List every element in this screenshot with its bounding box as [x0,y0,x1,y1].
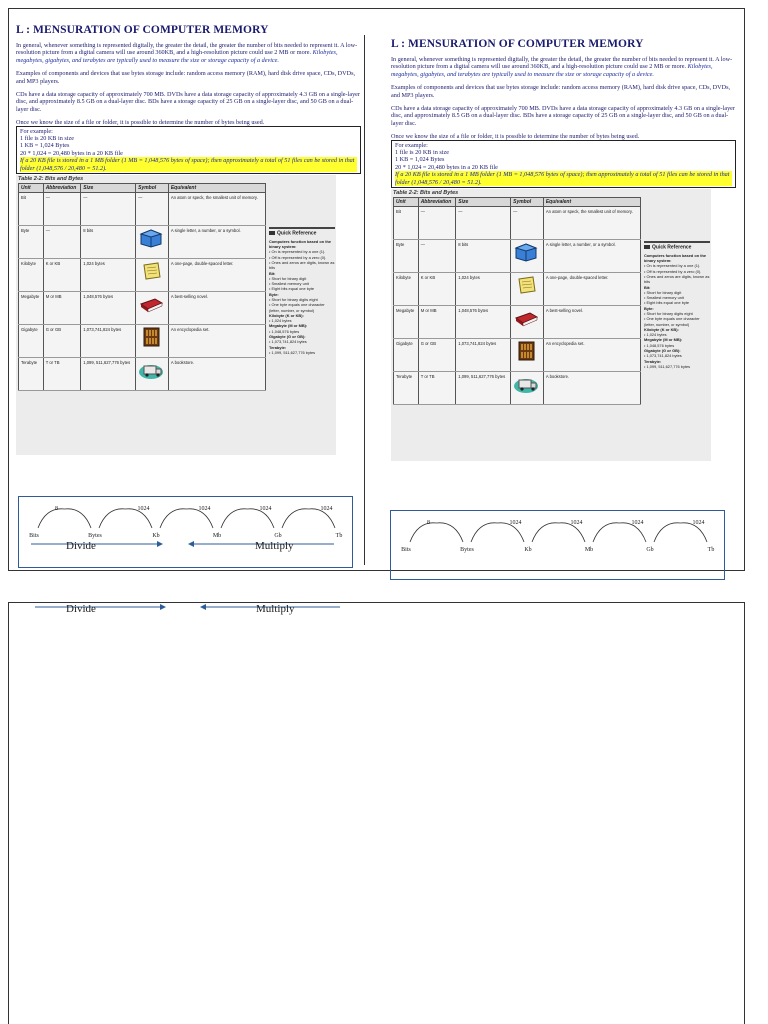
qr-bullet: • Short for binary digit [644,290,710,295]
conversion-factor: 8 [427,520,430,526]
bits-bytes-table [18,183,266,391]
paragraph-examples: Examples of components and devices that use bytes storage include: random access memory (RAM), hard disk drive space, CDs, DVDs, and MP3 players. [16,70,356,85]
qr-label: Terabyte: [644,358,662,364]
table-cell: Byte [19,226,44,259]
symbol-cell [511,339,544,372]
symbol-cell [511,273,544,306]
multiply-label: Multiply [255,540,294,552]
right-column [391,38,736,461]
qr-bullet: • Short for binary digit [269,276,335,281]
table-cell: G or GB [43,325,81,358]
symbol-cell [136,325,169,358]
qr-label: Megabyte (M or MB): [269,323,308,329]
table-header: Unit [19,184,44,193]
table-cell: Bit [394,207,419,240]
table-cell: A single letter, a number, or a symbol. [543,240,640,273]
unit-label: Gb [646,547,654,553]
table-cell: 1,073,741,824 bytes [456,339,511,372]
table-cell: 1,099, 511,627,776 bytes [456,372,511,405]
table-cell: Gigabyte [19,325,44,358]
table-cell: — [418,207,456,240]
table-header: Symbol [511,198,544,207]
qr-bullet: • On is represented by a one (1). [644,263,710,268]
conversion-factor: 8 [55,506,58,512]
table-cell: — [511,207,544,240]
table-row [19,193,266,226]
table-row [394,372,641,405]
qr-label: Bit: [644,284,651,290]
qr-bullet: • 1,048,576 bytes [644,343,710,348]
table-header: Size [456,198,511,207]
qr-bullet: • Eight bits equal one byte [269,286,335,291]
table-cell: T or TB [43,358,81,391]
qr-label: Gigabyte (G or GB): [644,348,681,354]
conversion-arc [410,523,463,542]
table-header: Abbreviation [418,198,456,207]
truck-icon [138,360,164,380]
table-title: Table 2-2: Bits and Bytes [18,176,84,183]
conversion-factor: 1024 [259,506,272,512]
book-icon [644,245,650,249]
qr-label: Bit: [269,270,276,276]
qr-bullet: • 1,073,741,824 bytes [644,353,710,358]
unit-label: Mb [212,533,222,539]
cube-icon [513,242,539,262]
qr-bullet: • 1,024 bytes [644,332,710,337]
example-box: For example: 1 file is 20 KB in size 1 KB = 1,024 Bytes 20 * 1,024 = 20,480 bytes in a 20 KB file If a 20 KB file is stored in a 1 MB folder (1 MB = 1,048,576 bytes of space); then approximately a total of 51 files can be stored in that folder (1,048,576 / 20,480 = 51.2). [391,140,736,188]
table-cell: 1,024 bytes [456,273,511,306]
table-cell: 1,048,576 bytes [81,292,136,325]
quick-reference-title: Quick Reference [269,227,335,237]
symbol-cell [511,240,544,273]
unit-label: Kb [152,533,160,539]
highlighted-example: If a 20 KB file is stored in a 1 MB folder (1 MB = 1,048,576 bytes of space); then approximately a total of 51 files can be stored in that folder (1,048,576 / 20,480 = 51.2). [20,157,357,172]
table-cell: A one-page, double-spaced letter. [168,259,265,292]
table-cell: An atom or speck, the smallest unit of memory. [168,193,265,226]
table-header: Abbreviation [43,184,81,193]
qr-bullet: • Smallest memory unit [644,295,710,300]
conversion-factor: 1024 [137,506,150,512]
symbol-cell [136,226,169,259]
conversion-factor: 1024 [509,520,522,526]
section-heading: L : MENSURATION OF COMPUTER MEMORY [16,24,269,36]
table-title: Table 2-2: Bits and Bytes [393,190,459,197]
table-cell: Terabyte [19,358,44,391]
bits-bytes-figure [391,189,711,461]
qr-bullet: • Ones and zeros are digits, known as bits [644,274,710,285]
unit-label: Mb [584,547,594,553]
conversion-factor: 1024 [320,506,333,512]
table-cell: Byte [394,240,419,273]
unit-label: Bytes [460,547,474,553]
page-icon [513,275,539,295]
table-row [19,325,266,358]
table-header: Unit [394,198,419,207]
table-row [394,273,641,306]
table-cell: Terabyte [394,372,419,405]
qr-bullet: • Eight bits equal one byte [644,300,710,305]
table-cell: Kilobyte [394,273,419,306]
symbol-cell [511,306,544,339]
page-icon [138,261,164,281]
paragraph-capacity: CDs have a data storage capacity of approximately 700 MB. DVDs have a data storage capacity of approximately 4.3 GB on a single-layer disc, and approximately 8.5 GB on a dual-layer disc. BDs have a storage capacity of 25 GB on a single-layer disc, and 50 GB on a dual-layer disc. [391,105,735,127]
table-cell: M or MB [418,306,456,339]
table-cell: Kilobyte [19,259,44,292]
table-cell: 1,099, 511,627,776 bytes [81,358,136,391]
book-icon [138,294,164,314]
table-cell: K or KB [418,273,456,306]
cube-icon [138,228,164,248]
table-cell: A single letter, a number, or a symbol. [168,226,265,259]
unit-label: Gb [274,533,282,539]
table-cell: — [418,240,456,273]
table-cell: A best-selling novel. [543,306,640,339]
table-cell: A one-page, double-spaced letter. [543,273,640,306]
table-cell: — [43,193,81,226]
conversion-diagram-left [18,496,353,568]
table-cell: An atom or speck, the smallest unit of memory. [543,207,640,240]
conversion-factor: 1024 [570,520,583,526]
table-cell: Gigabyte [394,339,419,372]
table-cell: T or TB [418,372,456,405]
qr-bullet: • One byte equals one character (letter, number, or symbol) [644,316,710,327]
qr-bullet: • One byte equals one character (letter, number, or symbol) [269,302,335,313]
table-cell: M or MB [43,292,81,325]
divide-label: Divide [66,540,96,552]
qr-bullet: • Short for binary digits eight [269,297,335,302]
quick-reference [644,241,710,369]
qr-bullet: • 1,099, 511,627,776 bytes [644,364,710,369]
table-row [19,259,266,292]
qr-bullet: • Ones and zeros are digits, known as bits [269,260,335,271]
table-cell: Megabyte [394,306,419,339]
qr-bullet: • 1,024 bytes [269,318,335,323]
paragraph-intro: In general, whenever something is represented digitally, the greater the detail, the greater the number of bits needed to represent it. A low-resolution picture from a digital camera will use around 360KB, and a high-resolution picture could use 2 MB or more. Kilobytes, megabytes, gigabytes, and terabytes are typically used to measure the size or storage capacity of a device. [16,42,358,64]
symbol-cell [136,292,169,325]
table-cell: A bookstore. [543,372,640,405]
bits-bytes-figure [16,175,336,455]
conversion-factor: 1024 [692,520,705,526]
quick-reference-title: Quick Reference [644,241,710,251]
multiply-label: Multiply [256,603,295,615]
table-header: Size [81,184,136,193]
unit-label: Bytes [88,533,102,539]
symbol-cell [511,372,544,405]
paragraph-bytes-used: Once we know the size of a file or folder, it is possible to determine the number of bytes being used. [391,133,640,141]
qr-label: Byte: [644,305,654,311]
qr-label: Gigabyte (G or GB): [269,334,306,340]
table-cell: A best-selling novel. [168,292,265,325]
arrow-head [188,541,194,547]
qr-label: Megabyte (M or MB): [644,337,683,343]
qr-bullet: • Off is represented by a zero (0). [644,269,710,274]
column-divider [364,35,365,565]
qr-bullet: • 1,073,741,824 bytes [269,339,335,344]
symbol-cell [136,259,169,292]
shelf-icon [513,341,539,361]
unit-label: Tb [707,547,715,553]
table-cell: 1,073,741,824 bytes [81,325,136,358]
qr-bullet: • Off is represented by a zero (0). [269,255,335,260]
table-cell: A bookstore. [168,358,265,391]
conversion-arc [38,509,91,528]
table-cell: G or GB [418,339,456,372]
paragraph-capacity: CDs have a data storage capacity of approximately 700 MB. DVDs have a data storage capacity of approximately 4.3 GB on a single-layer disc, and approximately 8.5 GB on a dual-layer disc. BDs have a storage capacity of 25 GB on a single-layer disc, and 50 GB on a dual-layer disc. [16,91,360,113]
qr-label: Kilobyte (K or KB): [644,326,679,332]
truck-icon [513,374,539,394]
qr-intro: Computers function based on the binary system: [269,238,332,250]
qr-label: Terabyte: [269,344,287,350]
paragraph-bytes-used: Once we know the size of a file or folder, it is possible to determine the number of bytes being used. [16,119,265,127]
unit-label: Tb [335,533,343,539]
table-row [394,207,641,240]
arrow-head [200,604,206,610]
table-row [19,358,266,391]
unit-label: Kb [524,547,532,553]
table-cell: 8 bits [456,240,511,273]
table-cell: — [136,193,169,226]
highlighted-example: If a 20 KB file is stored in a 1 MB folder (1 MB = 1,048,576 bytes of space); then approximately a total of 51 files can be stored in that folder (1,048,576 / 20,480 = 51.2). [395,171,732,186]
table-header: Equivalent [543,198,640,207]
book-icon [513,308,539,328]
table-cell: Megabyte [19,292,44,325]
table-row [394,240,641,273]
arrow-head [157,541,163,547]
table-row [19,226,266,259]
table-cell: — [456,207,511,240]
table-cell: An encyclopedia set. [543,339,640,372]
arrow-head [160,604,166,610]
table-cell: Bit [19,193,44,226]
divide-label: Divide [66,603,96,615]
table-header: Equivalent [168,184,265,193]
table-header: Symbol [136,184,169,193]
qr-bullet: • 1,048,576 bytes [269,329,335,334]
qr-bullet: • 1,099, 511,627,776 bytes [269,350,335,355]
conversion-factor: 1024 [198,506,211,512]
table-row [394,306,641,339]
book-icon [269,231,275,235]
bits-bytes-table [393,197,641,405]
symbol-cell [136,358,169,391]
table-cell: 8 bits [81,226,136,259]
section-heading: L : MENSURATION OF COMPUTER MEMORY [391,38,644,50]
bottom-divide-multiply [30,600,350,620]
qr-label: Byte: [269,291,279,297]
qr-label: Kilobyte (K or KB): [269,312,304,318]
qr-bullet: • Short for binary digits eight [644,311,710,316]
conversion-diagram-right [390,510,725,580]
qr-bullet: • Smallest memory unit [269,281,335,286]
table-row [394,339,641,372]
left-column [16,24,361,455]
example-box: For example: 1 file is 20 KB in size 1 KB = 1,024 Bytes 20 * 1,024 = 20,480 bytes in a 20 KB file If a 20 KB file is stored in a 1 MB folder (1 MB = 1,048,576 bytes of space); then approximately a total of 51 files can be stored in that folder (1,048,576 / 20,480 = 51.2). [16,126,361,174]
paragraph-intro: In general, whenever something is represented digitally, the greater the detail, the greater the number of bits needed to represent it. A low-resolution picture from a digital camera will use around 360KB, and a high-resolution picture could use 2 MB or more. Kilobytes, megabytes, gigabytes, and terabytes are typically used to measure the size or storage capacity of a device. [391,56,733,78]
table-cell: 1,048,576 bytes [456,306,511,339]
table-cell: 1,024 bytes [81,259,136,292]
page-frame-bottom [8,602,745,1024]
table-cell: — [81,193,136,226]
table-cell: — [43,226,81,259]
unit-label: Bits [29,533,39,539]
conversion-factor: 1024 [631,520,644,526]
table-cell: K or KB [43,259,81,292]
quick-reference [269,227,335,355]
table-cell: An encyclopedia set. [168,325,265,358]
paragraph-examples: Examples of components and devices that use bytes storage include: random access memory (RAM), hard disk drive space, CDs, DVDs, and MP3 players. [391,84,731,99]
table-row [19,292,266,325]
qr-bullet: • On is represented by a one (1). [269,249,335,254]
qr-intro: Computers function based on the binary system: [644,252,707,264]
shelf-icon [138,327,164,347]
unit-label: Bits [401,547,411,553]
